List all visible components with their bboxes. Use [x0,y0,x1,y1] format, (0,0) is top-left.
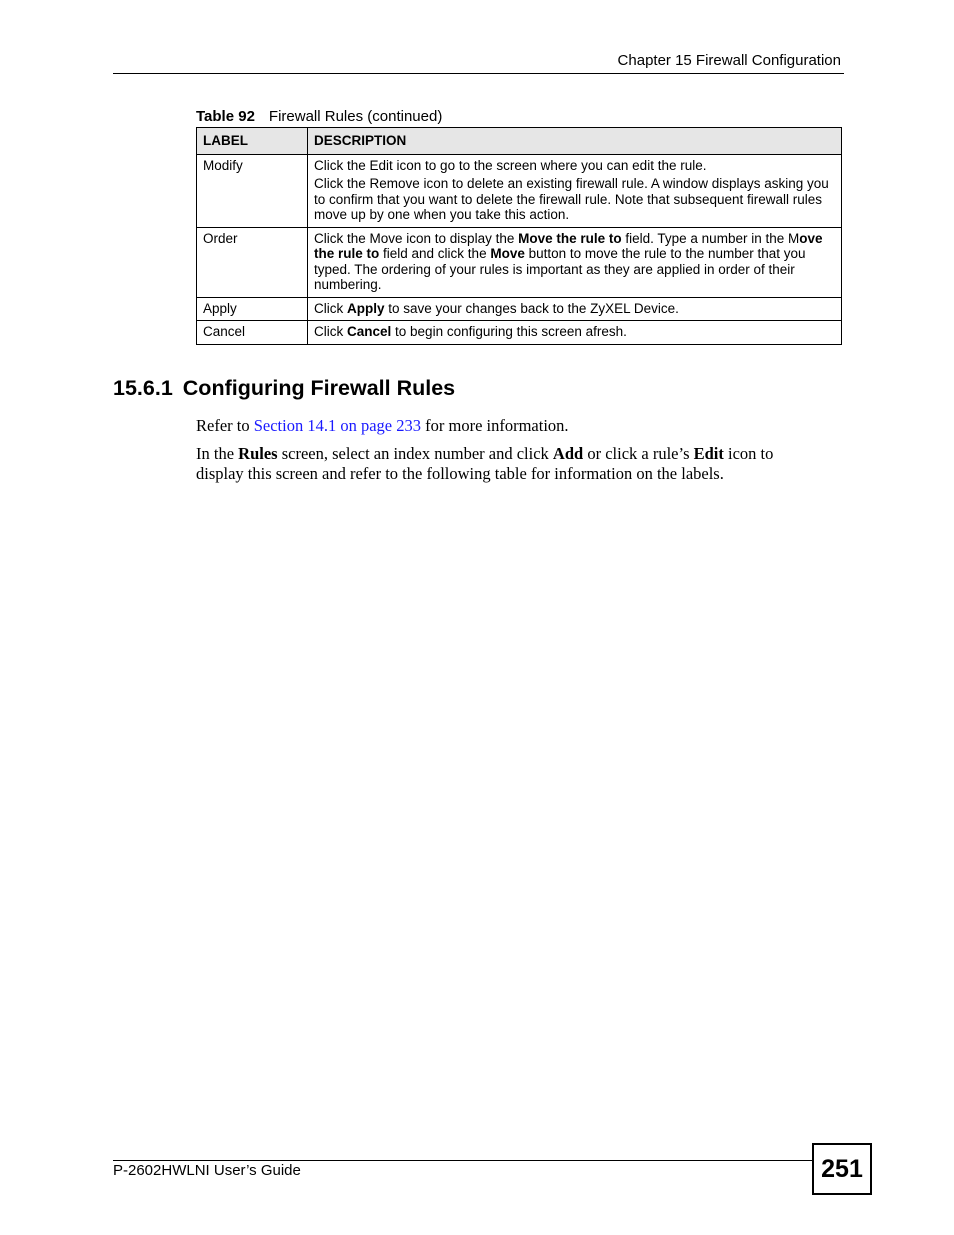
row-description [308,297,842,321]
bold-run: Move the rule to [518,230,622,246]
row-label: Apply [197,297,308,321]
page-number-box [812,1143,872,1195]
column-header-description: DESCRIPTION [308,128,842,155]
table-row [197,154,842,227]
row-label: Order [197,227,308,297]
bold-run: Apply [347,300,385,316]
table-caption-label: Table 92 [196,108,255,125]
bold-run: Edit [693,444,724,463]
section-title: Configuring Firewall Rules [182,376,456,400]
text-run: Click [314,324,347,339]
row-label: Modify [197,154,308,227]
bold-run: Rules [238,444,278,463]
footer-guide-title: P-2602HWLNI User’s Guide [113,1162,301,1179]
bold-run: Add [552,444,584,463]
bold-run: Move [490,246,525,261]
table-caption [196,108,442,125]
bold-run: Cancel [347,324,392,339]
table-header-row [197,128,842,155]
firewall-rules-table [196,127,842,345]
row-label: Cancel [197,321,308,345]
body-paragraph [196,444,816,484]
text-run: Click the Move icon to display the [314,230,519,246]
bold-run: ove the rule to [314,230,823,261]
text-run: to begin configuring this screen afresh. [391,324,627,339]
description-paragraph: Click the Edit icon to go to the screen where you can edit the rule. [314,157,707,173]
section-link[interactable]: Section 14.1 on page 233 [253,416,421,435]
table-row [197,227,842,297]
row-description [308,154,842,227]
row-description [308,227,842,297]
text-run: to save your changes back to the ZyXEL Device. [384,300,679,316]
column-header-label: LABEL [197,128,308,155]
text-run: icon to display this screen and refer to the following table for information on the labels. [196,444,774,483]
text-run: button to move the rule to the number that you typed. The ordering of your rules is important as they are applied in order of their numbering. [314,246,806,292]
section-heading [113,376,455,401]
table-caption-title: Firewall Rules (continued) [268,108,443,125]
text-run: screen, select an index number and click [277,444,553,463]
footer-divider [113,1160,812,1161]
text-run: for more information. [421,416,569,435]
body-paragraph [196,416,816,436]
page-number: 251 [821,1154,863,1183]
text-run: field. Type a number in the M [621,230,800,246]
table-row [197,321,842,345]
text-run: In the [196,444,239,463]
running-header: Chapter 15 Firewall Configuration [617,52,841,69]
section-number: 15.6.1 [113,376,173,400]
text-run: Click [314,300,347,316]
header-divider [113,73,844,74]
table-row [197,297,842,321]
description-paragraph: Click the Remove icon to delete an existing firewall rule. A window displays asking you to confirm that you want to delete the firewall rule. Note that subsequent firewall rules move up by one when you take this action. [314,176,829,222]
text-run: field and click the [379,246,491,261]
text-run: or click a rule’s [583,444,694,463]
text-run: Refer to [196,416,254,435]
row-description [308,321,842,345]
